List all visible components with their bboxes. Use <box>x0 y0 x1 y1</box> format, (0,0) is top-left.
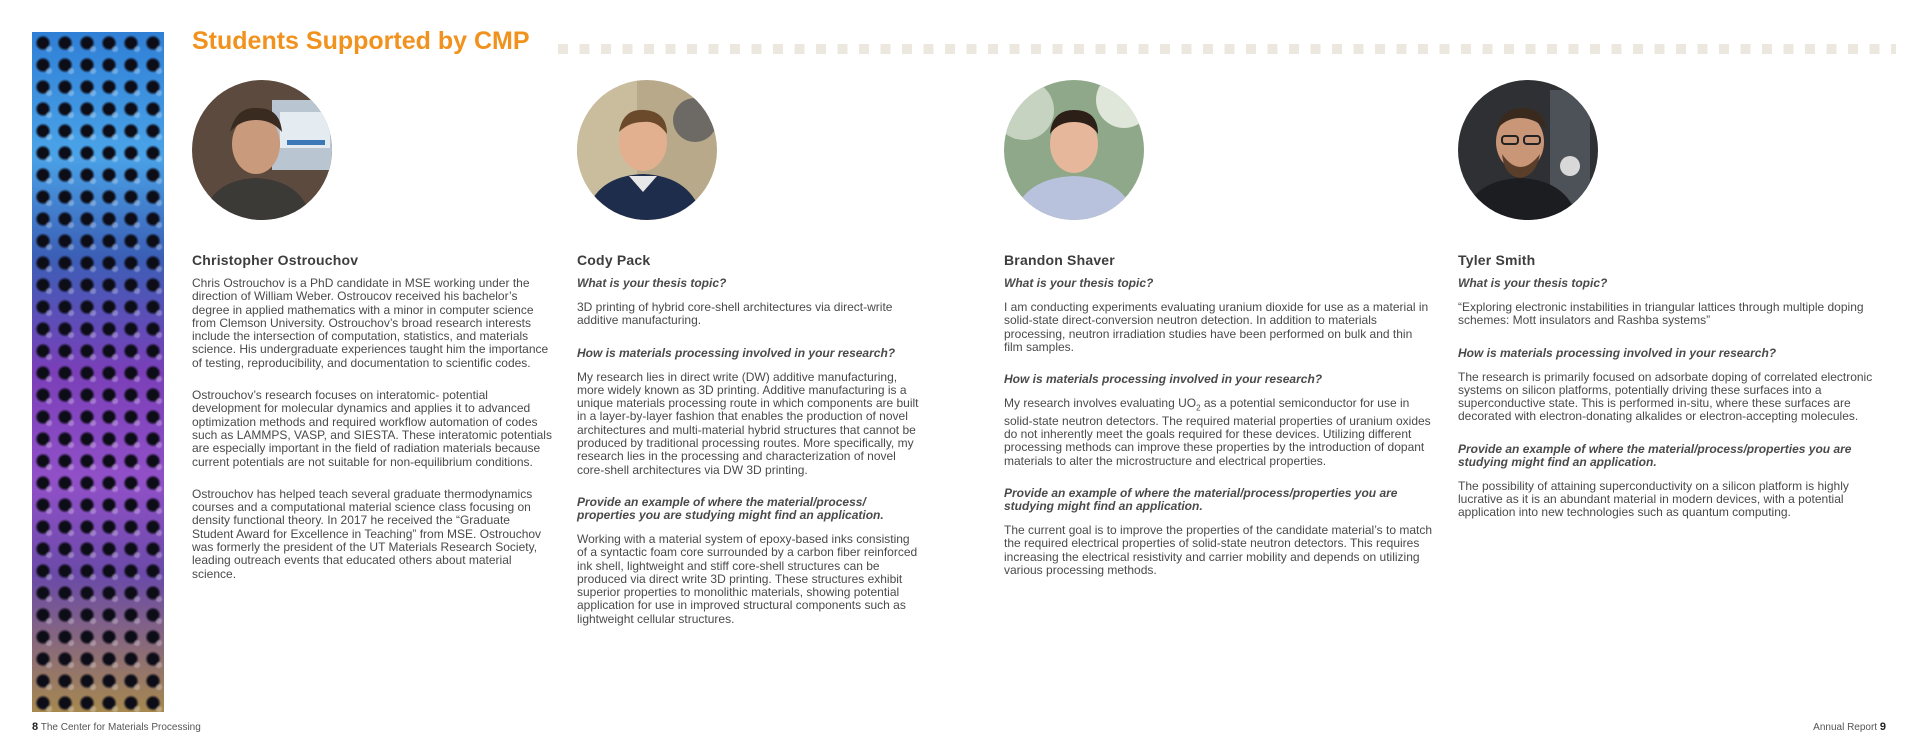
student-tyler-smith <box>1458 80 1890 539</box>
answer-paragraph: Working with a material system of epoxy-based inks consisting of a syntactic foam core surrounded by a carbon fiber reinforced ink shell, lightweight and stiff core-shell structures can be produced via direct write 3D printing. These structures exhibit superior properties to monolithic materials, showing potential application for use in improved structural components such as lightweight cellular structures. <box>577 531 918 626</box>
footer-text: Annual Report <box>1813 722 1878 733</box>
bio-paragraph: Ostrouchov’s research focuses on interatomic- potential development for molecular dynamics and applies it to advanced optimization methods and required workflow automation of codes such as LAMMPS, VASP, and SIESTA. These interatomic potentials are especially important in the field of radiation materials because current potentials are not suitable for non-equilibrium conditions. <box>192 388 552 469</box>
avatar <box>1458 80 1598 220</box>
answer-paragraph: The research is primarily focused on adsorbate doping of correlated electronic systems on silicon platforms, potentially driving these surfaces into a superconductive state. This is performed in-situ, where these surfaces are decorated with electron-donating alkalides or electron-accepting molecules. <box>1458 369 1873 424</box>
decorative-image-strip <box>32 32 164 712</box>
question-materials-processing: How is materials processing involved in your research? <box>1004 372 1323 387</box>
answer-text: My research involves evaluating UO <box>1004 396 1197 411</box>
subscript: 2 <box>1196 403 1201 413</box>
question-materials-processing: How is materials processing involved in your research? <box>1458 345 1777 360</box>
page-number: 9 <box>1879 721 1886 733</box>
avatar <box>577 80 717 220</box>
answer-paragraph: 3D printing of hybrid core-shell architectures via direct-write additive manufacturing. <box>577 300 893 328</box>
footer-left <box>32 721 201 733</box>
answer-paragraph: My research lies in direct write (DW) additive manufacturing, more widely known as 3D printing. Additive manufacturing is a unique materials processing route in which components are built in a layer-by-layer fashion that enables the production of novel architectures and multi-material hybrid structures that cannot be produced by traditional processing routes. More specifically, my research lies in the processing and characterization of novel core-shell architectures via DW 3D printing. <box>577 369 919 477</box>
student-name: Cody Pack <box>577 252 651 268</box>
avatar <box>192 80 332 220</box>
dotted-divider <box>558 44 1896 54</box>
footer-text: The Center for Materials Processing <box>40 722 201 733</box>
student-photo <box>192 80 332 220</box>
page-title: Students Supported by CMP <box>192 27 530 55</box>
answer-paragraph: “Exploring electronic instabilities in triangular lattices through multiple doping schemes: Mott insulators and Rashba systems” <box>1458 300 1864 328</box>
answer-paragraph: The current goal is to improve the properties of the candidate material’s to match the required electrical properties of solid-state neutron detectors. This requires increasing the electrical resistivity and carrier mobility and depends on utilizing various processing methods. <box>1004 523 1432 577</box>
question-application: Provide an example of where the material/process/ properties you are studying might find an application. <box>577 494 884 522</box>
student-name: Tyler Smith <box>1458 252 1536 268</box>
student-name: Christopher Ostrouchov <box>192 252 359 268</box>
student-brandon-shaver <box>1004 80 1434 596</box>
student-christopher-ostrouchov <box>192 80 554 600</box>
answer-paragraph: I am conducting experiments evaluating uranium dioxide for use as a material in solid-state direct-conversion neutron detection. In addition to materials processing, neutron irradiation studies have been performed on bulk and thin film samples. <box>1004 300 1429 354</box>
footer-right <box>1813 721 1886 733</box>
student-name: Brandon Shaver <box>1004 252 1115 268</box>
answer-paragraph <box>1004 397 1434 468</box>
question-thesis-topic: What is your thesis topic? <box>577 276 727 290</box>
student-cody-pack <box>577 80 919 645</box>
page-number: 8 <box>32 721 39 733</box>
question-application: Provide an example of where the material/process/properties you are studying might find an application. <box>1458 441 1852 469</box>
bio-paragraph: Ostrouchov has helped teach several graduate thermodynamics courses and a computational material science class focusing on density functional theory. In 2017 he received the “Graduate Student Award for Excellence in Teaching” from MSE. Ostrouchov was formerly the president of the UT Materials Research Society, leading outreach events that educated others about material science. <box>192 486 542 581</box>
student-photo <box>1458 80 1598 220</box>
answer-paragraph: The possibility of attaining superconductivity on a silicon platform is highly lucrative as it is an abundant material in modern devices, with a potential application into new technologies such as quantum computing. <box>1458 478 1849 520</box>
answer-text: as a potential semiconductor for use in solid-state neutron detectors. The required material properties of uranium oxides do not inherently meet the goals required for these devices. Utilizing different processing methods can improve these properties by the introduction of dopant materials to alter the microstructure and electrical properties. <box>1004 396 1431 468</box>
question-materials-processing: How is materials processing involved in your research? <box>577 345 896 360</box>
student-photo <box>1004 80 1144 220</box>
bio-paragraph: Chris Ostrouchov is a PhD candidate in MSE working under the direction of William Weber. Ostroucov received his bachelor’s degree in applied mathematics with a minor in computer science from Clemson University. Ostrouchov’s broad research interests include the intersection of computation, statistics, and materials science. His undergraduate experiences taught him the importance of testing, reproducibility, and documentation to scientific codes. <box>192 276 549 370</box>
question-thesis-topic: What is your thesis topic? <box>1458 276 1608 290</box>
question-thesis-topic: What is your thesis topic? <box>1004 276 1154 290</box>
student-photo <box>577 80 717 220</box>
avatar <box>1004 80 1144 220</box>
question-application: Provide an example of where the material/process/properties you are studying might find an application. <box>1004 486 1398 514</box>
